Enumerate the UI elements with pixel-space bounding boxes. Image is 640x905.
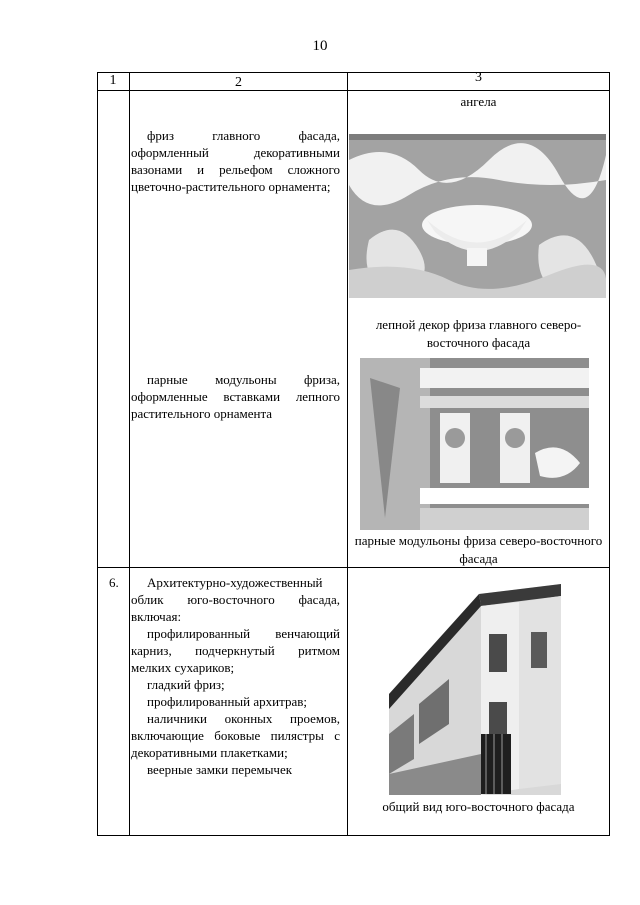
row-6-description <box>131 574 340 778</box>
modillions-photo <box>360 358 589 530</box>
facade-item-frieze: гладкий фриз; <box>147 677 225 692</box>
col-border-left <box>97 72 98 836</box>
item-modillions-text: парные модульоны фриза, оформленные вставками лепного растительного орнамента <box>131 372 340 421</box>
page-number: 10 <box>312 38 328 54</box>
frieze-decor-photo <box>349 120 606 312</box>
caption-southeast: общий вид юго-восточного фасада <box>382 799 575 814</box>
item-frieze-text: фриз главного фасада, оформленный декоративными вазонами и рельефом сложного цветочно-растительного орнамента; <box>131 128 340 194</box>
facade-item-cornice: профилированный венчающий карниз, подчеркнутый ритмом мелких сухариков; <box>131 626 340 675</box>
col-border-right <box>609 72 610 836</box>
table-bottom-border <box>97 835 610 836</box>
facade-item-1: Архитектурно-художественный облик юго-восточного фасада, включая: <box>131 575 340 624</box>
caption-angel: ангела <box>460 94 497 109</box>
facade-item-keystones: веерные замки перемычек <box>147 762 293 777</box>
caption-modillions: парные модульоны фриза северо-восточного фасада <box>354 533 603 566</box>
southeast-facade-photo <box>389 584 561 795</box>
heritage-table <box>97 72 610 836</box>
row-6-number: 6. <box>109 575 119 590</box>
facade-item-window-frames: наличники оконных проемов, включающие боковые пилястры с декоративными плакетками; <box>131 711 340 760</box>
col-border-2 <box>347 72 348 836</box>
caption-frieze: лепной декор фриза главного северо-восточного фасада <box>375 317 582 350</box>
header-col-2: 2 <box>235 75 242 90</box>
col-border-1 <box>129 72 130 836</box>
facade-item-architrave: профилированный архитрав; <box>147 694 307 709</box>
header-col-3: 3 <box>475 70 482 85</box>
header-col-1: 1 <box>109 73 117 88</box>
